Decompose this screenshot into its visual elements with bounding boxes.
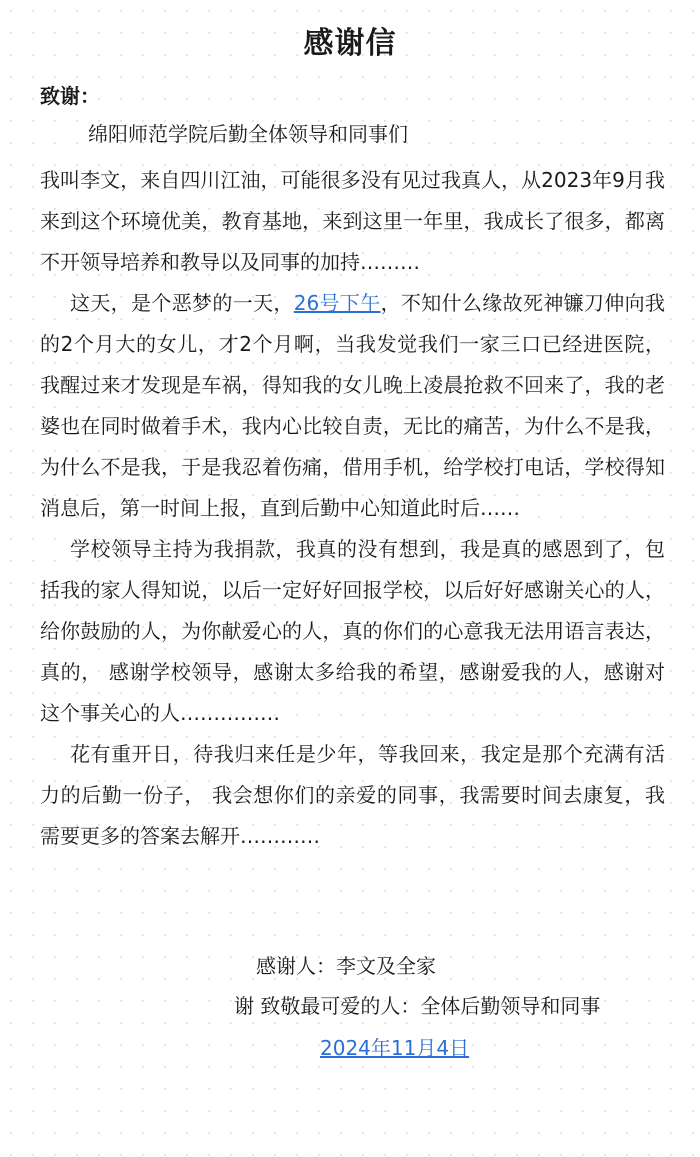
- date-link-26th-afternoon[interactable]: 26号下午: [293, 291, 381, 315]
- signer-line: 感谢人：李文及全家: [256, 954, 436, 978]
- salutation: 致谢：: [40, 84, 100, 108]
- paragraph-accident-text-after: ，不知什么缘故死神镰刀伸向我的2个月大的女儿，才2个月啊，当我发觉我们一家三口已经进医院，我醒过来才发现是车祸，得知我的女儿晚上凌晨抢救不回来了，我的老婆也在同时做着手术，我内心比较自责，无比的痛苦，为什么不是我，为什么不是我，于是我忍着伤痛，借用手机，给学校打电话，学校得知消息后，第一时间上报，直到后勤中心知道此时后……: [40, 291, 666, 520]
- paragraph-accident: [40, 283, 665, 529]
- letter-title: 感谢信: [303, 26, 397, 61]
- paragraph-gratitude: 学校领导主持为我捐款，我真的没有想到，我是真的感恩到了，包括我的家人得知说，以后一定好好回报学校，以后好好感谢关心的人，给你鼓励的人，为你献爱心的人，真的你们的心意我无法用语言表达，真的， 感谢学校领导，感谢太多给我的希望，感谢爱我的人，感谢对这个事关心的人……………: [40, 537, 665, 725]
- paragraph-intro: 我叫李文，来自四川江油，可能很多没有见过我真人，从2023年9月我来到这个环境优美，教育基地，来到这里一年里，我成长了很多，都离不开领导培养和教导以及同事的加持………: [40, 168, 665, 274]
- letter-body: [40, 160, 665, 857]
- paragraph-accident-text-before: 这天，是个恶梦的一天，: [70, 291, 294, 315]
- recipient-line: 绵阳师范学院后勤全体领导和同事们: [88, 122, 408, 146]
- paragraph-hope: 花有重开日，待我归来任是少年，等我回来，我定是那个充满有活力的后勤一份子， 我会想你们的亲爱的同事，我需要时间去康复，我需要更多的答案去解开…………: [40, 742, 665, 848]
- date-link[interactable]: 2024年11月4日: [320, 1036, 470, 1060]
- tribute-line: 谢 致敬最可爱的人：全体后勤领导和同事: [234, 994, 601, 1018]
